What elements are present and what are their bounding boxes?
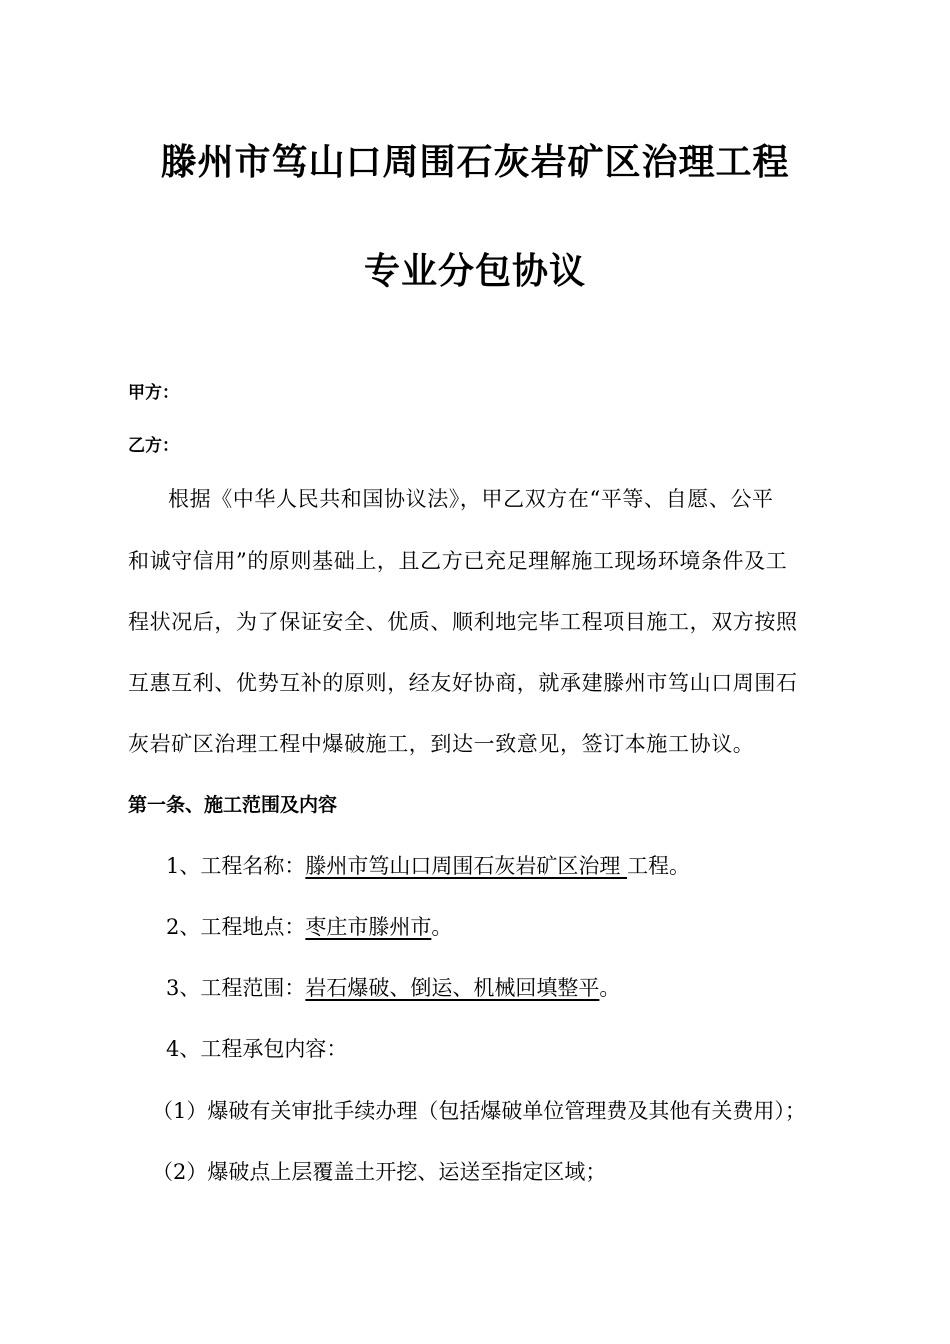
item-value: 滕州市笃山口周围石灰岩矿区治理 — [305, 854, 628, 878]
item-value: 枣庄市滕州市 — [305, 915, 432, 939]
item-suffix: 。 — [599, 976, 621, 1000]
document-title-line2: 专业分包协议 — [363, 251, 586, 292]
item-label: 2、工程地点： — [166, 915, 306, 939]
document-title-line1: 滕州市笃山口周围石灰岩矿区治理工程 — [160, 142, 790, 183]
party-b-label: 乙方： — [128, 436, 179, 456]
item-label: 3、工程范围： — [166, 976, 306, 1000]
intro-line-2: 和诚守信用”的原则基础上，且乙方已充足理解施工现场环境条件及工 — [128, 549, 788, 573]
sub-item-1: （1）爆破有关审批手续办理（包括爆破单位管理费及其他有关费用）； — [152, 1099, 806, 1123]
item-label: 1、工程名称： — [166, 854, 306, 878]
item-label: 4、工程承包内容： — [166, 1037, 348, 1061]
party-a-label: 甲方： — [128, 383, 179, 403]
item-project-location — [166, 911, 452, 941]
intro-line-1: 根据《中华人民共和国协议法》，甲乙双方在“平等、自愿、公平 — [168, 487, 774, 511]
item-value: 岩石爆破、倒运、机械回填整平 — [305, 976, 600, 1000]
item-contract-content — [166, 1033, 347, 1063]
item-suffix: 。 — [431, 915, 453, 939]
item-project-scope — [166, 972, 620, 1002]
sub-item-2: （2）爆破点上层覆盖土开挖、运送至指定区域； — [152, 1160, 607, 1184]
intro-line-3: 程状况后，为了保证安全、优质、顺利地完毕工程项目施工，双方按照 — [128, 610, 798, 634]
item-project-name — [166, 850, 690, 880]
article-1-heading: 第一条、施工范围及内容 — [128, 794, 338, 816]
intro-line-5: 灰岩矿区治理工程中爆破施工，到达一致意见，签订本施工协议。 — [128, 732, 755, 756]
item-suffix: 工程。 — [627, 854, 691, 878]
intro-line-4: 互惠互利、优势互补的原则，经友好协商，就承建滕州市笃山口周围石 — [128, 671, 798, 695]
